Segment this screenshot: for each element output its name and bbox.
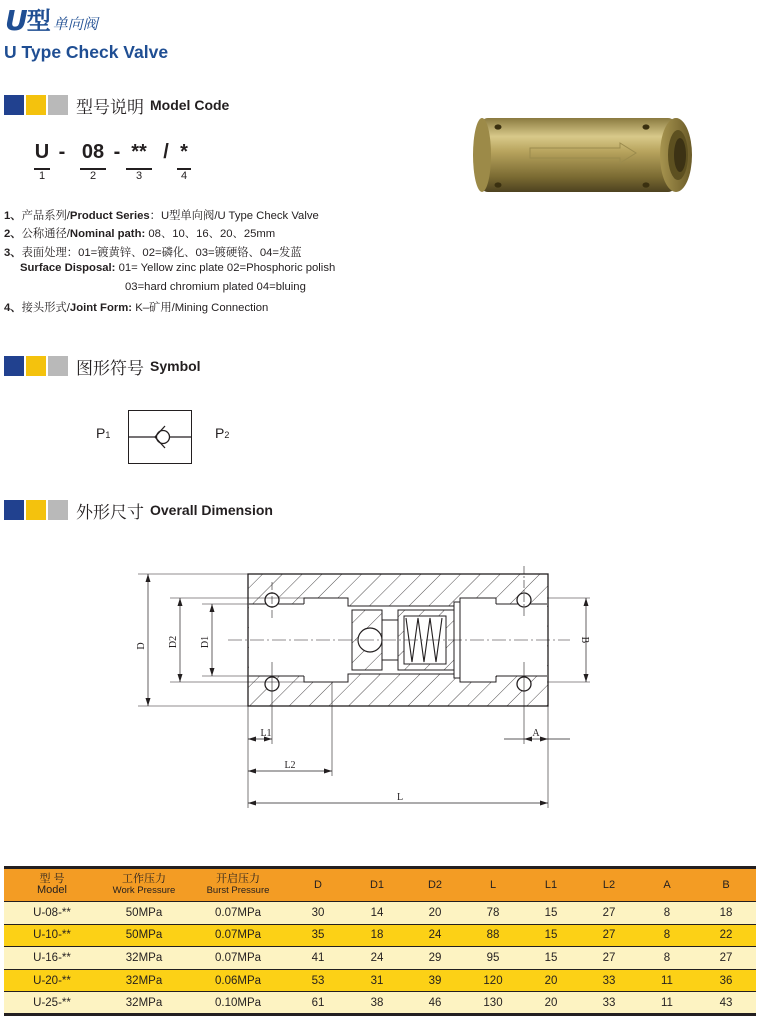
cell-a: 8 [638,902,696,925]
table-header-row [4,868,756,902]
code-separator: / [163,141,169,163]
desc-bold: Surface Disposal: [20,262,116,274]
desc-num: 3、 [4,247,22,259]
desc-num: 4、 [4,302,22,314]
header-en: Model [37,884,67,896]
section-title-en: Symbol [150,358,201,374]
desc-line-joint [4,299,268,315]
cell-d1: 24 [348,947,406,970]
code-number: 3 [135,170,143,182]
blue-square-icon [4,500,24,520]
desc-bold: Joint Form: [69,302,133,314]
cell-l: 88 [464,924,522,947]
desc-text: 表面处理：01=镀黄锌、02=磷化、03=镀硬铬、04=发蓝 [21,247,302,259]
cell-d: 30 [288,902,348,925]
port-letter: P [96,425,106,441]
table-row [4,969,756,992]
dim-label-d1: D1 [200,635,211,649]
desc-line-surface-cn [4,244,302,260]
gray-square-icon [48,500,68,520]
cell-l: 78 [464,902,522,925]
logo-u: U [5,4,27,37]
cell-d: 41 [288,947,348,970]
check-valve-symbol [128,410,192,464]
cell-b: 22 [696,924,756,947]
desc-text: 01= Yellow zinc plate 02=Phosphoric polish [115,262,336,274]
cell-burst-pressure: 0.07MPa [188,902,288,925]
header-en: Burst Pressure [206,885,270,896]
code-separator: - [113,141,121,163]
header-cn: 开启压力 [216,873,260,885]
section-title-en: Overall Dimension [150,502,273,518]
cell-l: 120 [464,969,522,992]
desc-bold: Nominal path: [69,228,146,240]
table-row [4,947,756,970]
code-segment-surface: ** [131,141,147,163]
cell-d1: 31 [348,969,406,992]
section-symbol-heading [4,355,201,377]
cell-work-pressure: 32MPa [100,969,188,992]
gray-square-icon [48,356,68,376]
cell-l: 130 [464,992,522,1015]
logo-cn: 单向阀 [52,15,98,33]
table-row [4,992,756,1015]
cell-l2: 33 [580,969,638,992]
header-b: B [696,868,756,902]
header-en: Work Pressure [112,885,176,896]
header-burst-pressure [188,868,288,902]
code-segment-path: 08 [81,141,105,163]
cell-d2: 29 [406,947,464,970]
cell-l2: 33 [580,992,638,1015]
cell-l: 95 [464,947,522,970]
header-d1: D1 [348,868,406,902]
desc-cn: 公称通径/ [21,228,70,240]
model-code-diagram [30,141,230,187]
cell-model: U-10-** [4,924,100,947]
check-valve-icon [129,411,191,463]
header-work-pressure [100,868,188,902]
cell-a: 8 [638,924,696,947]
dim-label-l2: L2 [284,760,296,771]
cell-work-pressure: 32MPa [100,947,188,970]
cell-d2: 46 [406,992,464,1015]
brand-logo [5,2,98,36]
cell-b: 43 [696,992,756,1015]
desc-cn: 产品系列/ [21,210,70,222]
desc-line-surface-en-2 [125,281,306,293]
dim-label-a: A [532,728,540,739]
cell-work-pressure: 50MPa [100,902,188,925]
cell-model: U-25-** [4,992,100,1015]
blue-square-icon [4,95,24,115]
section-title-cn: 图形符号 [76,358,144,379]
table-row [4,924,756,947]
desc-text: 08、10、16、20、25mm [145,228,276,240]
blue-square-icon [4,356,24,376]
logo-type: 型 [26,7,51,35]
header-cn: 型 号 [39,873,65,885]
dimension-drawing [120,558,590,813]
cell-work-pressure: 50MPa [100,924,188,947]
cell-l1: 20 [522,969,580,992]
cell-d: 61 [288,992,348,1015]
cell-d1: 14 [348,902,406,925]
header-a: A [638,868,696,902]
yellow-square-icon [26,95,46,115]
port-p1-label [96,425,110,441]
cell-d1: 18 [348,924,406,947]
cell-a: 11 [638,992,696,1015]
section-dimension-heading [4,499,273,521]
cell-b: 27 [696,947,756,970]
page-subtitle: U Type Check Valve [4,42,169,62]
cell-d: 35 [288,924,348,947]
cell-burst-pressure: 0.06MPa [188,969,288,992]
cell-work-pressure: 32MPa [100,992,188,1015]
cell-a: 11 [638,969,696,992]
cell-l1: 15 [522,902,580,925]
cell-model: U-16-** [4,947,100,970]
header-l1: L1 [522,868,580,902]
code-segment-series: U [34,141,50,163]
desc-cn: 接头形式/ [21,302,70,314]
port-sub: 2 [224,430,230,440]
desc-text: K–矿用/Mining Connection [132,302,269,314]
desc-text: ：U型单向阀/U Type Check Valve [149,210,319,222]
gray-square-icon [48,95,68,115]
code-separator: - [58,141,66,163]
desc-line-surface-en [20,262,335,274]
header-d2: D2 [406,868,464,902]
cell-b: 18 [696,902,756,925]
dim-label-l1: L1 [260,728,272,739]
cell-b: 36 [696,969,756,992]
code-segment-joint: * [180,141,188,163]
cell-d2: 24 [406,924,464,947]
cell-l1: 15 [522,947,580,970]
section-model-code-heading [4,94,229,116]
code-number: 4 [180,170,188,182]
dim-label-d: D [136,642,147,650]
port-sub: 1 [105,430,111,440]
header-l: L [464,868,522,902]
desc-line-path [4,225,275,241]
desc-text: 03=hard chromium plated 04=bluing [125,281,306,293]
cell-model: U-20-** [4,969,100,992]
header-model [4,868,100,902]
section-title-cn: 外形尺寸 [76,502,144,523]
dim-label-l: L [396,792,404,803]
cell-l2: 27 [580,947,638,970]
spec-table [4,866,756,1016]
cell-a: 8 [638,947,696,970]
desc-bold: Product Series [69,210,150,222]
code-number: 2 [89,170,97,182]
header-l2: L2 [580,868,638,902]
cell-burst-pressure: 0.10MPa [188,992,288,1015]
desc-line-series [4,207,319,223]
yellow-square-icon [26,356,46,376]
dim-label-b: B [579,636,590,644]
cell-d2: 39 [406,969,464,992]
dim-label-d2: D2 [168,635,179,649]
header-cn: 工作压力 [122,873,166,885]
valve-product-image [470,112,694,200]
section-title-cn: 型号说明 [76,97,144,118]
cell-l1: 15 [522,924,580,947]
code-number: 1 [38,170,46,182]
port-letter: P [215,425,225,441]
port-p2-label [215,425,229,441]
desc-num: 2、 [4,228,22,240]
cell-d2: 20 [406,902,464,925]
cell-d: 53 [288,969,348,992]
cell-burst-pressure: 0.07MPa [188,947,288,970]
section-title-en: Model Code [150,97,230,113]
cell-burst-pressure: 0.07MPa [188,924,288,947]
yellow-square-icon [26,500,46,520]
desc-num: 1、 [4,210,22,222]
header-d: D [288,868,348,902]
table-row [4,902,756,925]
cell-d1: 38 [348,992,406,1015]
cell-l2: 27 [580,924,638,947]
cell-l1: 20 [522,992,580,1015]
cell-l2: 27 [580,902,638,925]
cell-model: U-08-** [4,902,100,925]
